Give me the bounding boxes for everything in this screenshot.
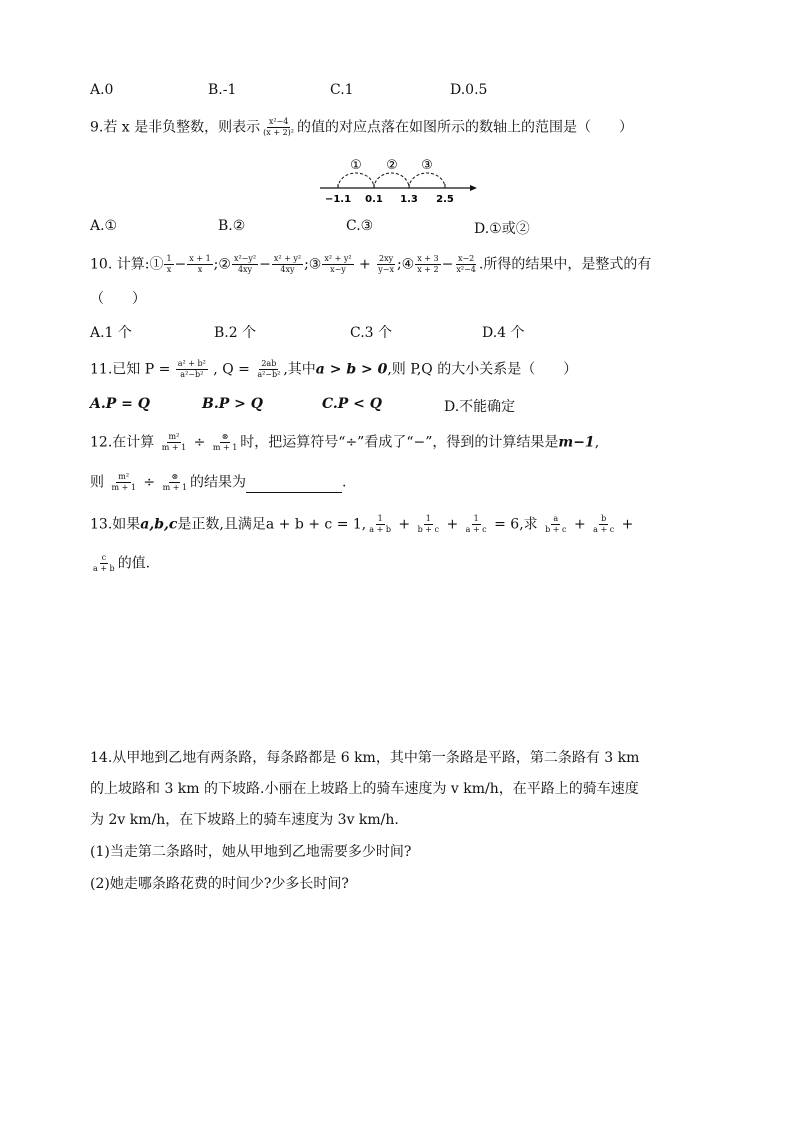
range-arc-1 (338, 173, 374, 188)
q10-option-c[interactable]: C.3 个 (350, 325, 393, 341)
q13-eq1: a + b + c = 1, (265, 516, 367, 533)
q14-line-2: 的上坡路和 3 km 的下坡路.小丽在上坡路上的骑车速度为 v km/h，在平路上的骑车速度 (90, 781, 639, 797)
number-line-arrow (470, 185, 477, 191)
q12-comma: , (594, 434, 600, 451)
q10-minus-1: − (174, 256, 187, 273)
q11-condition: a > b > 0 (315, 361, 388, 378)
tick-label-4: 2.5 (436, 194, 454, 205)
q13-f2-den: b + c (417, 525, 439, 534)
q10-f2a-den: 4xy (237, 265, 253, 274)
arc-label-3: ③ (421, 158, 433, 173)
q13-f1-num: 1 (377, 514, 383, 523)
q11-q-num: 2ab (261, 359, 277, 368)
q10-option-d[interactable]: D.4 个 (482, 325, 525, 341)
q10-plus: + (359, 256, 371, 273)
q10-frac-2b (272, 254, 303, 275)
q10-option-a[interactable]: A.1 个 (90, 325, 132, 341)
q10-minus-2: − (259, 256, 271, 273)
q12-frac-g2 (161, 472, 189, 493)
q10-frac-4b (454, 254, 478, 275)
q11-frac-q (255, 359, 282, 380)
q10-frac-2a (232, 254, 258, 275)
q13-g3-den: a + b (93, 564, 115, 573)
q13-plus-2: + (446, 516, 459, 533)
q12-line2-suffix: 的结果为 (190, 474, 247, 491)
q10-f1a-num: 1 (166, 254, 172, 263)
q10-f2b-num: x² + y² (273, 254, 302, 263)
q10-sep-2: ; (304, 256, 309, 273)
q14-line-3: 为 2v km/h，在下坡路上的骑车速度为 3v km/h. (90, 812, 399, 828)
q13-eq2: = 6, (494, 516, 524, 533)
q12-frac-f2 (109, 472, 137, 493)
q9-option-a[interactable]: A.① (90, 218, 118, 234)
q12-prefix: 12.在计算 (90, 434, 155, 451)
q10-f1a-den: x (166, 265, 172, 274)
q14-subquestion-2: (2)她走哪条路花费的时间少?少多长时间? (90, 876, 349, 892)
q12-stem (90, 432, 599, 453)
q12-g2-num: ⊗ (171, 472, 179, 481)
q12-f2-den: m + 1 (111, 483, 136, 492)
q12-g-num: ⊗ (221, 432, 229, 441)
q10-frac-3b (376, 254, 396, 275)
q11-stem (90, 359, 577, 380)
q13-f3-num: 1 (473, 514, 479, 523)
q12-g-den: m + 1 (212, 443, 238, 452)
q11-mid: ,其中 (283, 361, 316, 378)
q10-f3b-den: y−x (378, 265, 394, 274)
q10-frac-1b (187, 254, 212, 275)
q10-circled-4: ④ (401, 256, 415, 273)
q8-option-d[interactable]: D.0.5 (450, 82, 488, 98)
q12-div-sign-2: ÷ (143, 474, 156, 491)
q10-minus-4: − (441, 256, 454, 273)
arc-label-1: ① (350, 158, 362, 173)
q10-suffix: .所得的结果中，是整式的有 (478, 256, 652, 273)
q10-f4b-den: x²−4 (456, 265, 476, 274)
q10-frac-4a (415, 254, 440, 275)
q9-option-c[interactable]: C.③ (346, 218, 374, 234)
q8-option-a[interactable]: A.0 (90, 82, 114, 98)
q12-f-den: m + 1 (161, 443, 187, 452)
q13-line2 (90, 553, 150, 574)
q10-f2a-num: x²−y² (233, 254, 257, 263)
q12-frac-f (160, 432, 188, 453)
q12-frac-g (211, 432, 239, 453)
q13-g1-num: a (553, 514, 559, 523)
q10-stem (90, 254, 651, 275)
q12-answer-blank[interactable] (246, 478, 342, 493)
q10-option-b[interactable]: B.2 个 (214, 325, 257, 341)
q9-frac-numerator: x²−4 (268, 117, 289, 126)
q13-frac-g3 (91, 553, 117, 574)
q13-f3-den: a + c (465, 525, 487, 534)
q13-ask: 求 (523, 516, 538, 533)
q11-prefix: 11.已知 P = (90, 361, 175, 378)
q10-f3a-den: x−y (330, 265, 346, 274)
q12-line2-prefix: 则 (90, 474, 104, 491)
q10-f4a-den: x + 2 (417, 265, 439, 274)
range-arc-3 (409, 173, 445, 188)
q11-p-num: a² + b² (177, 359, 206, 368)
q10-f3b-num: 2xy (379, 254, 394, 263)
q11-suffix: ,则 P,Q 的大小关系是（ ） (387, 361, 578, 378)
q9-fraction (261, 117, 296, 138)
q13-frac-2 (416, 514, 441, 535)
q11-frac-p (176, 359, 208, 380)
range-arc-2 (374, 173, 409, 188)
q10-f2b-den: 4xy (280, 265, 295, 274)
q10-f4a-num: x + 3 (417, 254, 439, 263)
q10-frac-3a (322, 254, 353, 275)
q13-suffix: 的值. (117, 555, 151, 572)
q12-f-num: m² (168, 432, 180, 441)
q12-line2 (90, 472, 346, 493)
q13-plus-3: + (573, 516, 586, 533)
q13-plus-4: + (621, 516, 634, 533)
q11-p-den: a²−b² (180, 370, 204, 379)
tick-label-2: 0.1 (365, 194, 383, 205)
q9-stem (90, 117, 633, 138)
q13-g3-num: c (101, 553, 107, 562)
q8-option-c[interactable]: C.1 (330, 82, 354, 98)
q12-period: . (342, 474, 347, 491)
q13-stem (90, 514, 633, 535)
q9-number-line (310, 152, 485, 208)
q11-q-label: , Q = (208, 361, 255, 378)
q13-g1-den: b + c (545, 525, 567, 534)
q11-option-b[interactable]: B.P > Q (202, 396, 263, 412)
q13-f2-num: 1 (425, 514, 431, 523)
q13-frac-g1 (543, 514, 568, 535)
q13-mid: 是正数,且满足 (177, 516, 266, 533)
q11-option-d[interactable]: D.不能确定 (444, 399, 516, 415)
q13-prefix: 13.如果 (90, 516, 141, 533)
q13-f1-den: a + b (369, 525, 391, 534)
q11-option-c[interactable]: C.P < Q (322, 396, 382, 412)
q11-q-den: a²−b² (257, 370, 281, 379)
arc-label-2: ② (386, 158, 398, 173)
q10-prefix: 10. 计算: (90, 256, 150, 273)
q13-frac-1 (367, 514, 393, 535)
q12-div-sign: ÷ (193, 434, 206, 451)
q9-stem-end: 的值的对应点落在如图所示的数轴上的范围是（ ） (297, 119, 633, 136)
q12-result: m−1 (558, 434, 595, 451)
q10-sep-3: ; (396, 256, 402, 273)
tick-label-1: −1.1 (324, 194, 352, 205)
q10-circled-2: ② (218, 256, 231, 273)
q9-frac-denominator: (x + 2)² (263, 128, 294, 137)
q12-f2-num: m² (118, 472, 130, 481)
q12-g2-den: m + 1 (162, 483, 188, 492)
q13-g2-den: a + c (593, 525, 615, 534)
q10-sep-1: ; (213, 256, 219, 273)
q10-frac-1a (164, 254, 173, 275)
q9-option-d[interactable]: D.①或② (474, 221, 530, 237)
q13-frac-g2 (591, 514, 616, 535)
q13-frac-3 (464, 514, 489, 535)
q10-f1b-num: x + 1 (189, 254, 211, 263)
q13-vars: a,b,c (140, 516, 178, 533)
q9-stem-text: 9.若 x 是非负整数，则表示 (90, 119, 261, 136)
q8-option-b[interactable]: B.-1 (208, 82, 237, 98)
q10-circled-1: ① (149, 256, 164, 273)
q12-mid: 时，把运算符号“÷”看成了“−”，得到的计算结果是 (240, 434, 559, 451)
q9-option-b[interactable]: B.② (218, 218, 246, 234)
q10-answer-paren: （ ） (90, 291, 146, 307)
q10-f4b-num: x−2 (457, 254, 475, 263)
q14-line-1: 14.从甲地到乙地有两条路，每条路都是 6 km，其中第一条路是平路，第二条路有 3 km (90, 750, 640, 766)
q14-subquestion-1: (1)当走第二条路时，她从甲地到乙地需要多少时间? (90, 844, 412, 860)
tick-label-3: 1.3 (400, 194, 418, 205)
q10-f1b-den: x (197, 265, 203, 274)
q10-f3a-num: x² + y² (324, 254, 352, 263)
q11-option-a[interactable]: A.P = Q (90, 396, 150, 412)
q13-plus-1: + (398, 516, 411, 533)
q13-g2-num: b (601, 514, 607, 523)
q10-circled-3: ③ (308, 256, 322, 273)
